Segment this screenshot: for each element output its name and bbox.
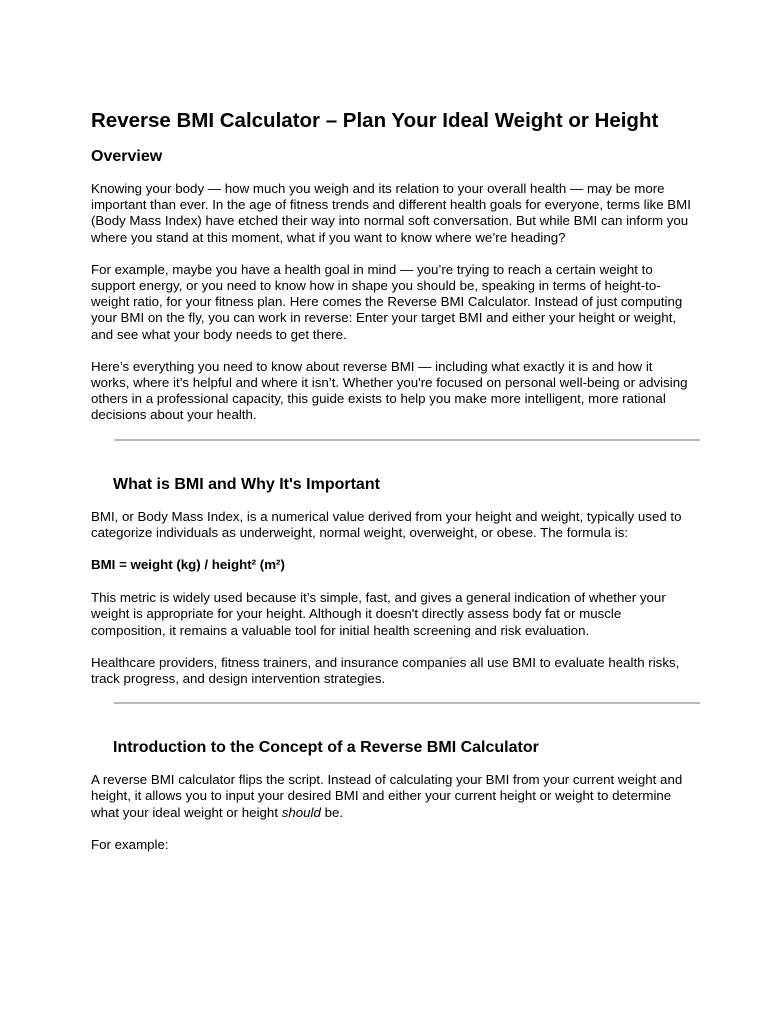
section-heading-what-is-bmi: What is BMI and Why It's Important: [113, 475, 380, 493]
reverse-bmi-emphasis: should: [281, 804, 321, 820]
overview-paragraph-2: For example, maybe you have a health goal in mind — you’re trying to reach a certain weight to support energy, or you need to know how in shape you should be, speaking in terms of height-to-weight ratio, for your fitness plan. Here comes the Reverse BMI Calculator. Instead of just computing your BMI on the fly, you can work in reverse: Enter your target BMI and either your height or weight, and see what your body needs to get there.: [91, 261, 683, 342]
reverse-bmi-text-end: be.: [320, 804, 344, 820]
document-content: [91, 108, 691, 869]
example-label: For example:: [91, 836, 169, 852]
bmi-paragraph-2: Healthcare providers, fitness trainers, and insurance companies all use BMI to evaluate health risks, track progress, and design intervention strategies.: [91, 654, 680, 687]
bmi-paragraph-1: This metric is widely used because it’s simple, fast, and gives a general indication of whether your weight is appropriate for your height. Although it doesn't directly assess body fat or muscle composition, it remains a valuable tool for initial health screening and risk evaluation.: [91, 590, 666, 638]
overview-paragraph-3: Here’s everything you need to know about reverse BMI — including what exactly it is and how it works, where it’s helpful and where it isn’t. Whether you're focused on personal well-being or advising others in a professional capacity, this guide exists to help you make more intelligent, more rational decisions about your health.: [91, 358, 688, 423]
reverse-bmi-text-start: A reverse BMI calculator flips the script. Instead of calculating your BMI from your current weight and height, it allows you to input your desired BMI and either your current height or weight to determine what your ideal weight or height: [91, 772, 683, 820]
reverse-bmi-paragraph: [91, 772, 691, 821]
bmi-formula: BMI = weight (kg) / height² (m²): [91, 557, 285, 573]
section-heading-reverse-bmi: Introduction to the Concept of a Reverse BMI Calculator: [113, 739, 539, 757]
section-divider: [114, 439, 700, 441]
section-heading-overview: Overview: [91, 148, 163, 165]
overview-paragraph-1: Knowing your body — how much you weigh and its relation to your overall health — may be more important than ever. In the age of fitness trends and different health goals for everyone, terms like BMI (Body Mass Index) have etched their way into normal soft conversation. But while BMI can inform you where you stand at this moment, what if you want to know where we’re heading?: [91, 181, 691, 245]
bmi-intro-paragraph: BMI, or Body Mass Index, is a numerical value derived from your height and weight, typically used to categorize individuals as underweight, normal weight, overweight, or obese. The formula is:: [91, 508, 682, 540]
page-title: Reverse BMI Calculator – Plan Your Ideal Weight or Height: [91, 109, 659, 132]
section-divider: [114, 702, 700, 704]
